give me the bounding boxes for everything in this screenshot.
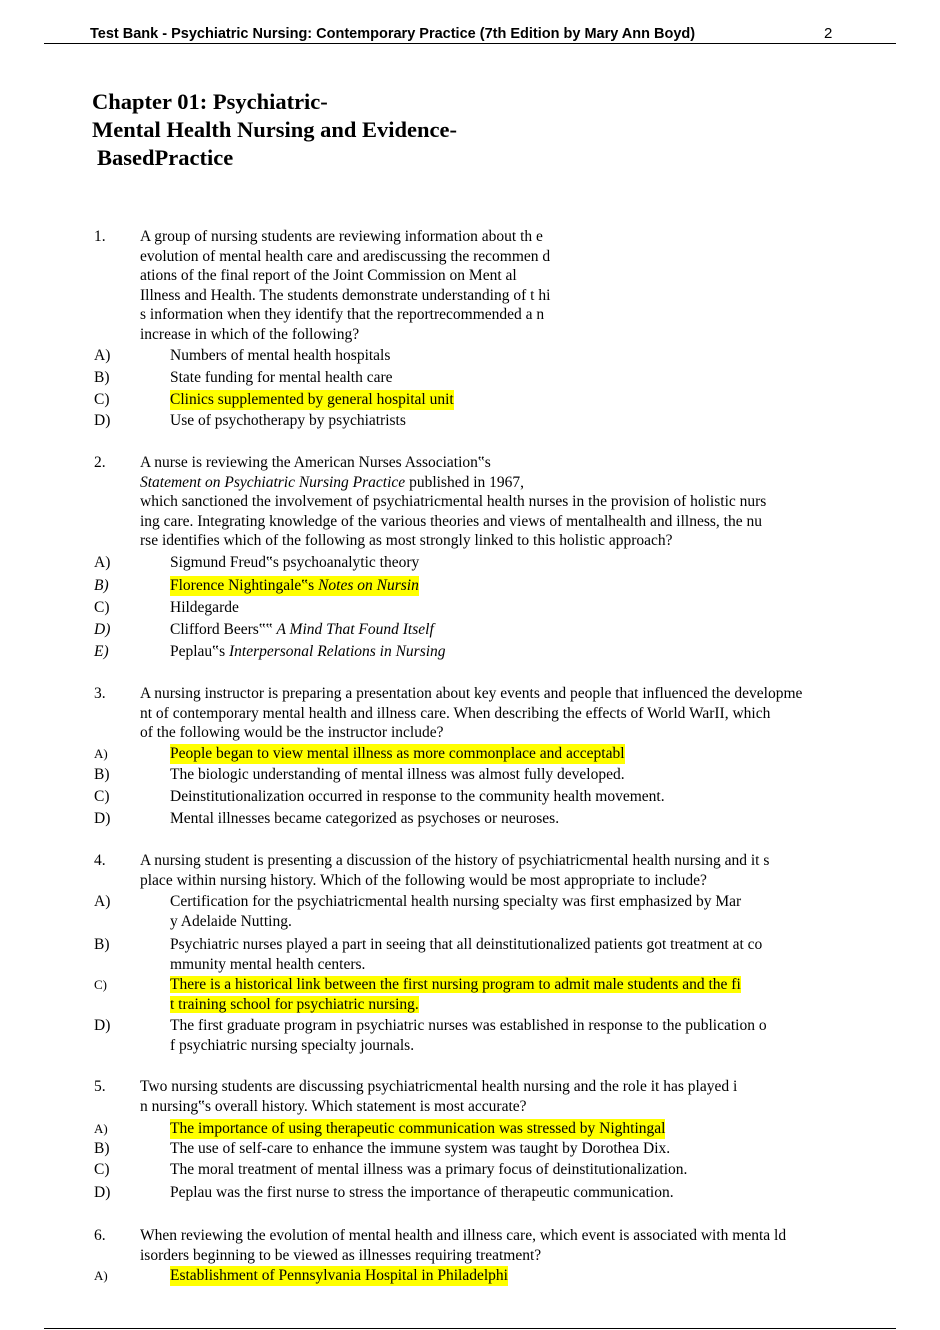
- option-text-group: [170, 1016, 767, 1056]
- option-text: f psychiatric nursing specialty journals.: [170, 1037, 415, 1054]
- option-text: Clifford Beers‟‟: [170, 621, 273, 638]
- option-text: The biologic understanding of mental illness was almost fully developed.: [170, 766, 625, 783]
- question-line: When reviewing the evolution of mental health and illness care, which event is associated with menta ld: [140, 1227, 787, 1244]
- option-letter: B): [94, 369, 110, 386]
- book-title: Statement on Psychiatric Nursing Practice: [140, 473, 406, 491]
- highlighted-answer-text: There is a historical link between the first nursing program to admit male students and the fi: [170, 976, 741, 993]
- option-text-group: [170, 892, 741, 932]
- question-number: 5.: [94, 1078, 106, 1095]
- chapter-title: [92, 88, 457, 172]
- option-letter: A): [94, 347, 111, 364]
- question-line: n nursing‟s overall history. Which statement is most accurate?: [140, 1097, 527, 1115]
- question-line: A nursing instructor is preparing a presentation about key events and people that influenced the developme: [140, 685, 803, 702]
- book-title: Notes on Nursin: [318, 577, 419, 594]
- option-text: Peplau was the first nurse to stress the importance of therapeutic communication.: [170, 1184, 674, 1201]
- option-letter: B): [94, 577, 109, 594]
- page-number: 2: [824, 25, 833, 42]
- option-letter: D): [94, 1184, 111, 1201]
- question-line: nt of contemporary mental health and illness care. When describing the effects of World WarII, which: [140, 704, 771, 722]
- question-stem: [140, 1226, 786, 1265]
- option-text: y Adelaide Nutting.: [170, 913, 292, 930]
- highlighted-answer-text: Clinics supplemented by general hospital unit: [170, 391, 454, 408]
- option-text: Sigmund Freud‟s psychoanalytic theory: [170, 554, 420, 571]
- question-line: A nursing student is presenting a discussion of the history of psychiatricmental health nursing and it s: [140, 852, 770, 869]
- option-letter: B): [94, 936, 110, 953]
- question-number: 6.: [94, 1227, 106, 1244]
- option-text: State funding for mental health care: [170, 369, 393, 386]
- page-header: [44, 25, 896, 44]
- option-text-group: [170, 642, 446, 662]
- question-line: evolution of mental health care and arediscussing the recommen d: [140, 247, 551, 265]
- question-stem: [140, 1077, 737, 1116]
- option-text: Numbers of mental health hospitals: [170, 347, 391, 364]
- question-line: s information when they identify that the reportrecommended a n: [140, 306, 545, 324]
- header-title: Test Bank - Psychiatric Nursing: Contemporary Practice (7th Edition by Mary Ann Boyd): [90, 26, 696, 42]
- question-line: Two nursing students are discussing psychiatricmental health nursing and the role it has played i: [140, 1078, 738, 1095]
- highlighted-answer-text: Establishment of Pennsylvania Hospital in Philadelphi: [170, 1267, 508, 1284]
- question-line: of the following would be the instructor include?: [140, 724, 444, 742]
- option-text: Deinstitutionalization occurred in response to the community health movement.: [170, 788, 665, 805]
- option-letter: B): [94, 1140, 110, 1157]
- option-letter: C): [94, 391, 110, 408]
- book-title: A Mind That Found Itself: [276, 621, 434, 638]
- option-letter: A): [94, 746, 108, 761]
- option-letter: C): [94, 599, 110, 616]
- question-stem: [140, 453, 766, 551]
- highlighted-answer-text: The importance of using therapeutic communication was stressed by Nightingal: [170, 1120, 666, 1137]
- option-text: Use of psychotherapy by psychiatrists: [170, 412, 406, 429]
- option-letter: A): [94, 554, 111, 571]
- question-stem: [140, 851, 769, 890]
- option-text-group: [170, 620, 434, 640]
- option-text: Florence Nightingale‟s: [170, 577, 315, 594]
- footer-divider: [44, 1328, 896, 1329]
- question-line: rse identifies which of the following as most strongly linked to this holistic approach?: [140, 532, 673, 550]
- option-text: Psychiatric nurses played a part in seeing that all deinstitutionalized patients got treatment at co: [170, 936, 763, 953]
- question-line: Illness and Health. The students demonstrate understanding of t hi: [140, 286, 551, 304]
- option-letter: D): [94, 1017, 111, 1034]
- option-text: The first graduate program in psychiatric nurses was established in response to the publication o: [170, 1017, 767, 1034]
- option-text: Peplau‟s: [170, 643, 226, 660]
- book-title: Interpersonal Relations in Nursing: [228, 643, 446, 660]
- option-letter: D): [94, 412, 111, 429]
- question-number: 2.: [94, 454, 106, 471]
- option-text: mmunity mental health centers.: [170, 956, 366, 973]
- question-line: ations of the final report of the Joint Commission on Ment al: [140, 267, 517, 285]
- option-letter: A): [94, 1268, 108, 1283]
- chapter-title-line: Chapter 01: Psychiatric-: [92, 89, 328, 114]
- question-stem: [140, 684, 802, 743]
- option-text-group: [170, 975, 741, 1015]
- option-text: The moral treatment of mental illness was a primary focus of deinstitutionalization.: [170, 1161, 688, 1178]
- option-text: Hildegarde: [170, 599, 239, 616]
- option-letter: D): [94, 621, 111, 638]
- question-line: which sanctioned the involvement of psychiatricmental health nurses in the provision of holistic nurs: [140, 493, 767, 511]
- option-text: Certification for the psychiatricmental health nursing specialty was first emphasized by Mar: [170, 893, 742, 910]
- option-text: Mental illnesses became categorized as psychoses or neuroses.: [170, 810, 560, 827]
- question-line: increase in which of the following?: [140, 325, 360, 343]
- chapter-title-line: Mental Health Nursing and Evidence-: [92, 117, 458, 142]
- option-letter: E): [94, 643, 109, 660]
- question-line: place within nursing history. Which of the following would be most appropriate to include?: [140, 871, 707, 889]
- option-letter: A): [94, 1121, 108, 1136]
- highlighted-answer-text: t training school for psychiatric nursing.: [170, 996, 419, 1013]
- option-letter: C): [94, 1161, 110, 1178]
- question-line: A nurse is reviewing the American Nurses Association‟s: [140, 454, 491, 471]
- option-letter: D): [94, 810, 111, 827]
- option-letter: B): [94, 766, 110, 783]
- question-number: 4.: [94, 852, 106, 869]
- question-line-tail: published in 1967,: [409, 473, 525, 491]
- question-number: 1.: [94, 228, 106, 245]
- question-line: ing care. Integrating knowledge of the various theories and views of mentalhealth and illness, the nu: [140, 512, 762, 530]
- highlighted-answer-text: [170, 576, 419, 596]
- option-letter: C): [94, 977, 107, 992]
- question-number: 3.: [94, 685, 106, 702]
- question-stem: [140, 227, 550, 345]
- question-line: [140, 473, 766, 493]
- option-text-group: [170, 935, 762, 975]
- question-line: A group of nursing students are reviewing information about th e: [140, 228, 543, 245]
- question-line: isorders beginning to be viewed as illnesses requiring treatment?: [140, 1246, 542, 1264]
- chapter-title-line: BasedPractice: [97, 145, 234, 170]
- option-text: The use of self-care to enhance the immune system was taught by Dorothea Dix.: [170, 1140, 671, 1157]
- option-letter: A): [94, 893, 111, 910]
- option-letter: C): [94, 788, 110, 805]
- highlighted-answer-text: People began to view mental illness as more commonplace and acceptabl: [170, 745, 625, 762]
